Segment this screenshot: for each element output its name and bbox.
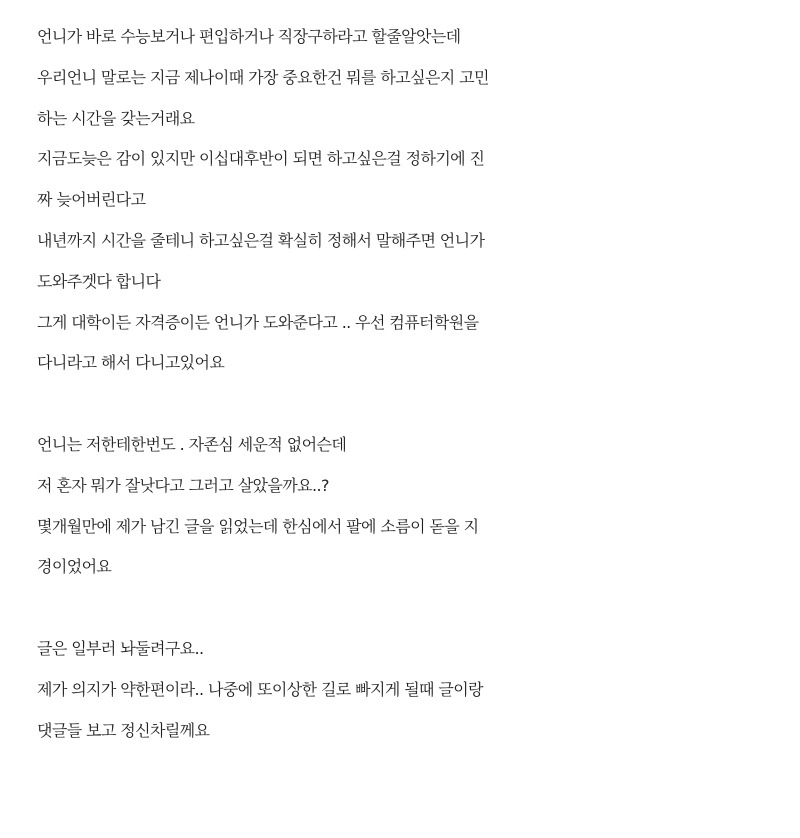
text-line: 도와주겟다 합니다 [37,271,161,291]
text-line: 제가 의지가 약한편이라.. 나중에 또이상한 길로 빠지게 될때 글이랑 [37,679,483,699]
text-line: 그게 대학이든 자격증이든 언니가 도와준다고 .. 우선 컴퓨터학원을 [37,312,479,332]
paragraph-3 [37,629,777,751]
text-line: 글은 일부러 놔둘려구요.. [37,638,204,658]
text-line: 내년까지 시간을 줄테니 하고싶은걸 확실히 정해서 말해주면 언니가 [37,230,485,250]
text-line: 경이었어요 [37,557,112,577]
paragraph-2 [37,425,777,588]
text-line: 우리언니 말로는 지금 제나이때 가장 중요한건 뭐를 하고싶은지 고민 [37,67,489,87]
text-line: 다니라고 해서 다니고있어요 [37,353,225,373]
text-line: 하는 시간을 갖는거래요 [37,108,195,128]
text-line: 댓글들 보고 정신차릴께요 [37,720,210,740]
text-line: 짜 늦어버린다고 [37,190,146,210]
text-line: 저 혼자 뭐가 잘낫다고 그러고 살았을까요..? [37,475,329,495]
text-line: 언니가 바로 수능보거나 편입하거나 직장구하라고 할줄알앗는데 [37,27,461,46]
paragraph-1 [37,17,777,384]
text-line: 언니는 저한테한번도 . 자존심 세운적 없어슨데 [37,434,347,454]
text-line: 지금도늦은 감이 있지만 이십대후반이 되면 하고싶은걸 정하기에 진 [37,149,485,169]
text-line: 몇개월만에 제가 남긴 글을 읽었는데 한심에서 팔에 소름이 돋을 지 [37,516,479,536]
post-body [37,17,777,751]
